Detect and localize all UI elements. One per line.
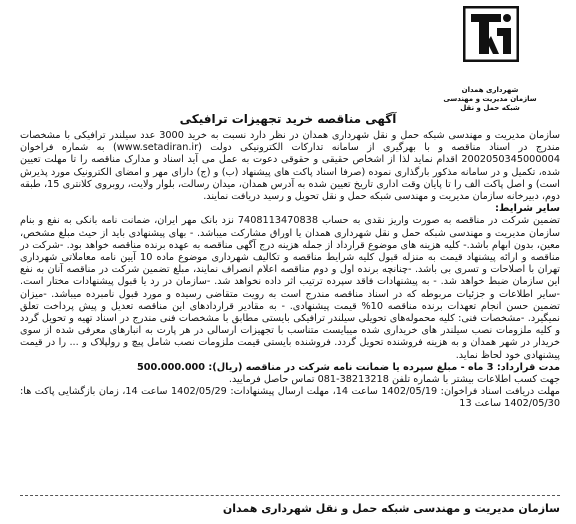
contact-line: جهت کسب اطلاعات بیشتر با شماره تلفن 38213218-081 تماس حاصل فرمایید.	[228, 374, 560, 386]
footer-signature: سازمان مدیریت و مهندسی شبکه حمل و نقل شهرداری همدان	[222, 502, 560, 515]
org-line-1: شهرداری همدان	[461, 86, 519, 94]
intro-paragraph: سازمان مدیریت و مهندسی شبکه حمل و نقل شهرداری همدان در نظر دارد نسبت به خرید 3000 عدد سیلندر ترافیکی با مشخصات مندرج در اسناد مناقصه و با بهرگیری از سامانه تدارکات الکترونیکی دولت (www.setadiran.ir) به شماره فراخوان 2002050345000004 اقدام نماید لذا از اشخاص حقیقی و حقوقی دعوت به عمل می آید اسناد و مدارک مناقصه را تا مهلت تعیین شده، تکمیل و در سامانه مذکور بارگذاری نموده (صرفا اسناد پاکت های پیشنهاد (ب) و (ج) دارای مهر و امضای الکترونیک مورد پذیرش است) و اصل پاکت الف را تا پایان وقت اداری تاریخ تعیین شده به آدرس همدان، میدان رسالت، بلوار ولایت، روبروی کلانتری 15، طبقه دوم، دبیرخانه سازمان مدیریت و مهندسی شبکه حمل و نقل تحویل و رسید دریافت نمایند.	[20, 130, 560, 203]
conditions-paragraph: تضمین شرکت در مناقصه به صورت واریز نقدی به حساب 7408113470838 نزد بانک مهر ایران، ضمانت نامه بانکی به نفع و بنام سازمان مدیریت و مهندسی شبکه حمل و نقل شهرداری همدان یا اوراق مشارکت میباشد. - بهای پیشنهادی باید از حیث مبلغ مشخص، معین، بدون ابهام باشد.- کلیه هزینه های موضوع قرارداد از جمله هزینه درج آگهی مناقصه به عهده برنده مناقصه خواهد بود. -شرکت در مناقصه و ارائه پیشنهاد قیمت به منزله قبول کلیه شرایط مناقصه و تکالیف شهرداری موضوع ماده 10 آیین نامه معاملاتی شهرداری تهران با اصلاحات و تسری بی باشد. -چنانچه برنده اول و دوم مناقصه اعلام انصراف نمایند، مبلغ تضمین شرکت در مناقصه آنان به نفع این سازمان ضبط خواهد شد. - به پیشنهادات فاقد سپرده ترتیب اثر داده نخواهد شد. -سازمان در رد یا قبول پیشنهادات مختار است. -سایر اطلاعات و جزئیات مربوطه که در اسناد مناقصه مندرج است به رویت متقاضی رسیده و مورد قبول نامبرده میباشد. -میزان تضمین حسن انجام تعهدات برنده مناقصه 10% قیمت پیشنهادی. - به مقادیر قراردادهای این مناقصه تعدیل و پیش پرداخت تعلق نمیگیرد. -مشخصات فنی: کلیه محموله‌های تحویلی سیلندر ترافیکی بایستی مطابق با مشخصات فنی مندرج در اسناد تهیه و تحویل گردد و کلیه ملزومات نصب سیلندر های خریداری شده میبایست متناسب با تجهیزات ارسالی در هر پارت به انبارهای معرفی شده از سوی خریدار در شهر همدان و به هزینه فروشنده تحویل گردد. فروشنده بایستی قیمت ملزومات نصب شامل پیچ و رولپلاک و ... را در قیمت پیشنهادی خود لحاظ نماید.	[20, 215, 560, 361]
dates-line: مهلت دریافت اسناد فراخوان: 1402/05/19 ساعت 14، مهلت ارسال پیشنهادات: 1402/05/29 ساعت 14، زمان بازگشایی پاکت ها: 1402/05/30 ساعت 13	[20, 386, 560, 410]
municipality-transport-logo-icon	[463, 6, 519, 62]
conditions-heading: سایر شرایط:	[495, 203, 560, 215]
duration-line: مدت قرارداد: 3 ماه - مبلغ سپرده یا ضمانت نامه شرکت در مناقصه (ریال): 500.000.000	[137, 361, 560, 373]
notice-body	[20, 130, 560, 411]
organization-name-block	[420, 86, 560, 113]
divider	[20, 495, 560, 496]
org-line-3: شبکه حمل و نقل	[460, 104, 520, 112]
notice-title: آگهی مناقصه خرید تجهیزات ترافیکی	[179, 112, 397, 126]
org-line-2: سازمان مدیریت و مهندسی	[443, 95, 537, 103]
